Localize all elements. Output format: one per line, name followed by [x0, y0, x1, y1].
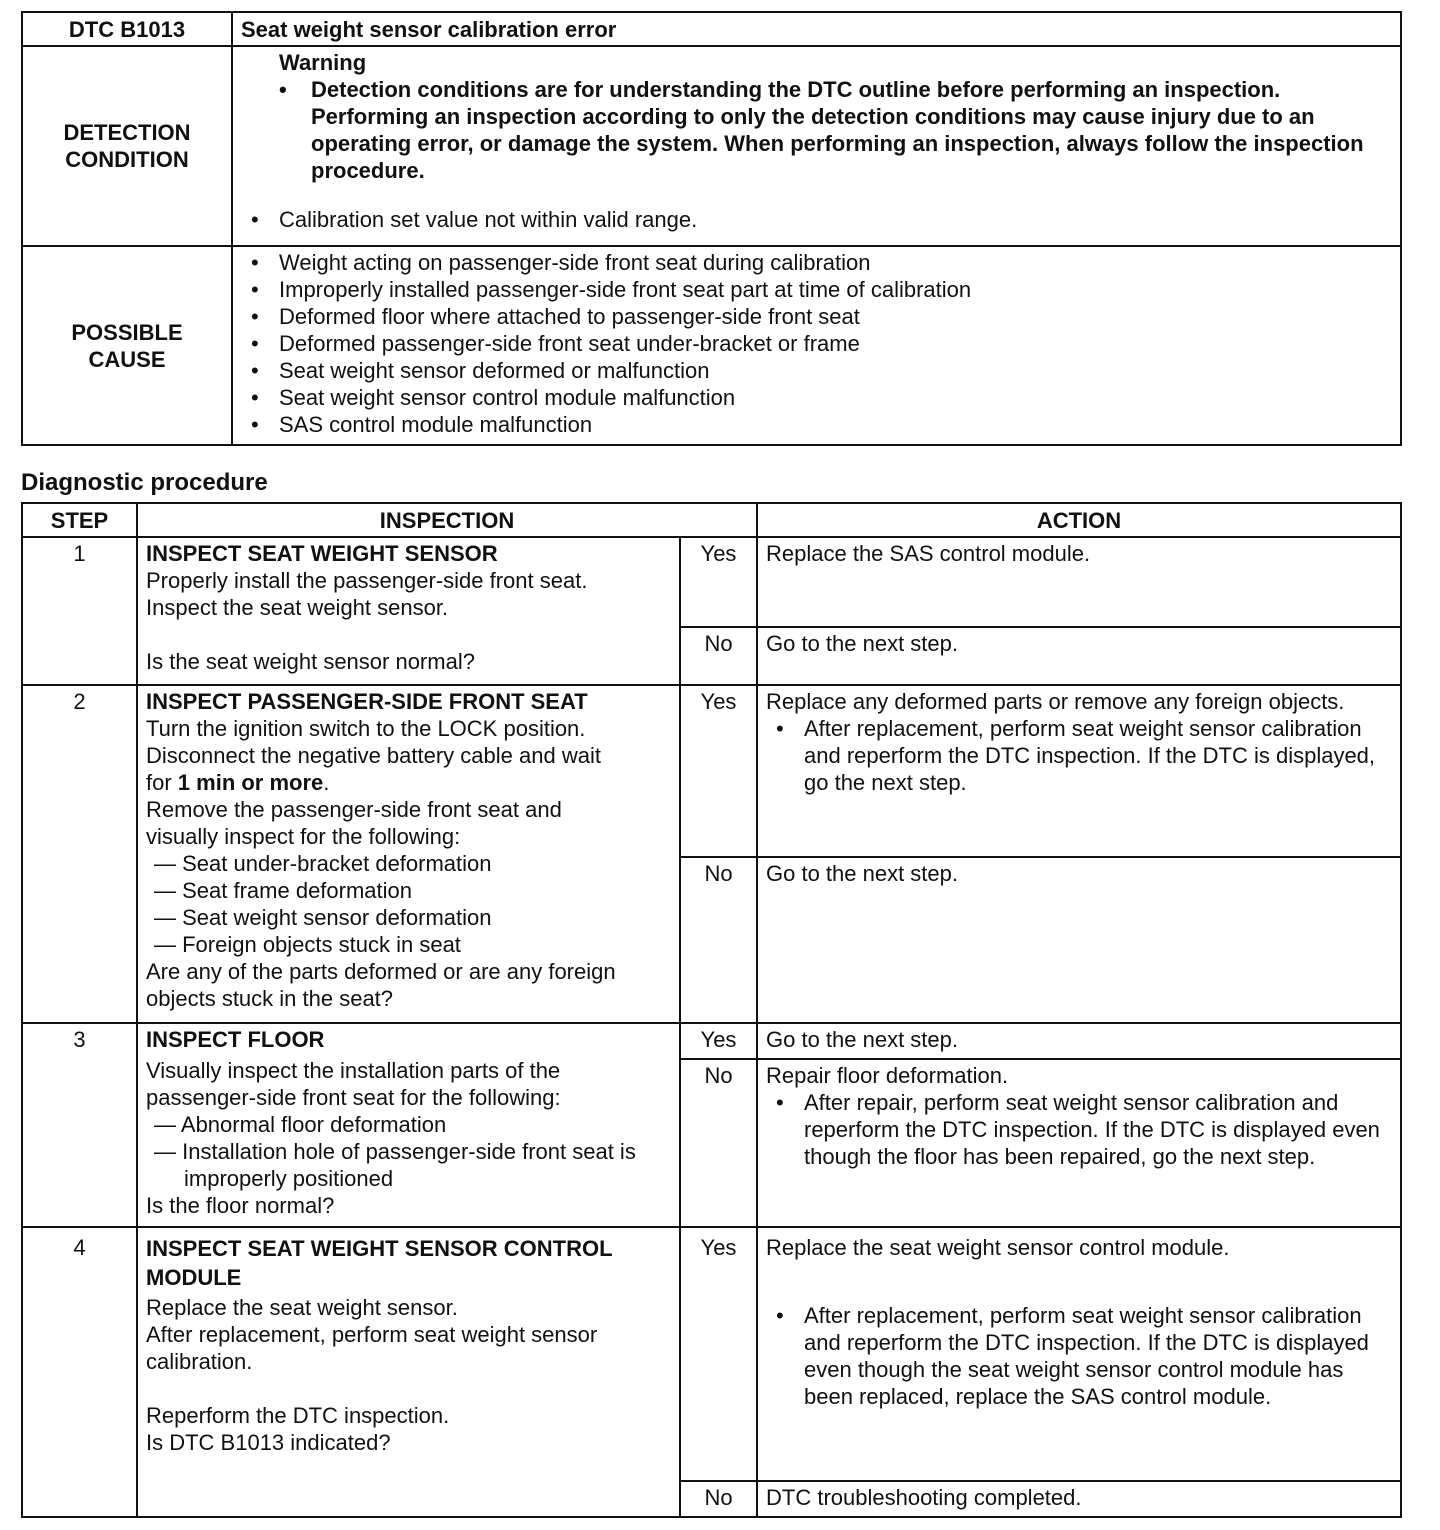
step-3-yes-label: Yes — [680, 1023, 757, 1059]
step-3-no-action: Repair floor deformation. — [766, 1063, 1009, 1088]
step-4-yes-note: • After replacement, perform seat weight sensor calibration and reperform the DTC inspection. If the DTC is displayed even though the seat weight sensor control module has been replaced, replace the SAS control module. — [766, 1302, 1392, 1410]
step-3-number: 3 — [22, 1023, 137, 1227]
warning-title: Warning — [279, 50, 367, 75]
step-2-question: Are any of the parts deformed or are any foreign objects stuck in the seat? — [146, 959, 616, 1011]
step-4-question: Is DTC B1013 indicated? — [146, 1430, 391, 1455]
step-3-inspection — [137, 1023, 680, 1227]
action-header: ACTION — [757, 503, 1401, 537]
step-4-number: 4 — [22, 1227, 137, 1517]
step-4-no-action: DTC troubleshooting completed. — [757, 1481, 1401, 1517]
cause-item: • Seat weight sensor deformed or malfunction — [243, 357, 1400, 384]
step-4-line: Replace the seat weight sensor. — [146, 1295, 458, 1320]
step-2-yes-notes — [766, 715, 1392, 796]
possible-cause-label-text: POSSIBLE CAUSE — [71, 319, 183, 372]
step-4-yes-row — [22, 1227, 1401, 1481]
wait-duration: 1 min or more — [177, 770, 324, 795]
step-3-no-label: No — [680, 1059, 757, 1227]
diagnostic-procedure-table — [21, 502, 1402, 1518]
detection-condition-label-text: DETECTION CONDITION — [63, 120, 191, 172]
step-1-yes-action: Replace the SAS control module. — [757, 537, 1401, 627]
cause-item: • Deformed floor where attached to passenger-side front seat — [243, 303, 1400, 330]
step-2-yes-action-cell — [757, 685, 1401, 857]
step-2-check-item: — Seat frame deformation — [154, 878, 413, 903]
step-header: STEP — [22, 503, 137, 537]
warning-list — [279, 76, 1390, 184]
step-2-yes-row — [22, 685, 1401, 857]
dtc-code: DTC B1013 — [22, 12, 232, 46]
cause-item: • Weight acting on passenger-side front seat during calibration — [243, 249, 1400, 276]
step-2-title: INSPECT PASSENGER-SIDE FRONT SEAT — [146, 689, 588, 714]
step-4-yes-action: Replace the seat weight sensor control module. — [766, 1235, 1230, 1260]
step-2-wait-line — [146, 769, 671, 796]
step-1-number: 1 — [22, 537, 137, 685]
step-3-check-item: — Installation hole of passenger-side front seat is improperly positioned — [154, 1139, 636, 1191]
possible-cause-label — [22, 246, 232, 445]
step-4-yes-notes — [766, 1302, 1392, 1410]
step-3-no-action-cell — [757, 1059, 1401, 1227]
step-4-yes-label: Yes — [680, 1227, 757, 1481]
step-3-no-notes — [766, 1089, 1392, 1170]
dtc-info-table — [21, 11, 1402, 446]
detection-condition-list — [233, 206, 1400, 233]
step-2-line: Disconnect the negative battery cable and wait — [146, 743, 601, 768]
spacer — [146, 1375, 671, 1402]
step-3-yes-row — [22, 1023, 1401, 1059]
step-2-check-item: — Foreign objects stuck in seat — [154, 932, 461, 957]
cause-item: • Deformed passenger-side front seat under-bracket or frame — [243, 330, 1400, 357]
step-1-no-label: No — [680, 627, 757, 685]
step-3-line: passenger-side front seat for the following: — [146, 1085, 561, 1110]
dtc-title: Seat weight sensor calibration error — [232, 12, 1401, 46]
step-3-no-note: • After repair, perform seat weight sensor calibration and reperform the DTC inspection. If the DTC is displayed even though the floor has been repaired, go the next step. — [766, 1089, 1392, 1170]
step-4-yes-action-cell — [757, 1227, 1401, 1481]
step-2-yes-label: Yes — [680, 685, 757, 857]
cause-item: • Seat weight sensor control module malfunction — [243, 384, 1400, 411]
step-2-yes-action: Replace any deformed parts or remove any foreign objects. — [766, 689, 1345, 714]
detection-condition-content — [232, 46, 1401, 246]
step-2-no-action: Go to the next step. — [757, 857, 1401, 1023]
step-2-number: 2 — [22, 685, 137, 1023]
step-1-line: Properly install the passenger-side front seat. — [146, 568, 588, 593]
step-2-yes-note: • After replacement, perform seat weight sensor calibration and reperform the DTC inspection. If the DTC is displayed, go the next step. — [766, 715, 1392, 796]
step-3-yes-action: Go to the next step. — [757, 1023, 1401, 1059]
spacer — [766, 1261, 1392, 1302]
step-4-no-label: No — [680, 1481, 757, 1517]
step-1-yes-label: Yes — [680, 537, 757, 627]
step-1-question: Is the seat weight sensor normal? — [146, 649, 475, 674]
step-4-title: INSPECT SEAT WEIGHT SENSOR CONTROL MODULE — [146, 1236, 613, 1290]
warning-block — [233, 47, 1400, 184]
step-1-title: INSPECT SEAT WEIGHT SENSOR — [146, 541, 498, 566]
step-2-line: Remove the passenger-side front seat and — [146, 797, 562, 822]
spacer — [146, 621, 671, 648]
step-1-yes-row — [22, 537, 1401, 627]
detection-condition-item: • Calibration set value not within valid range. — [243, 206, 1400, 233]
diagnostic-procedure-heading: Diagnostic procedure — [21, 469, 268, 496]
warning-text: • Detection conditions are for understanding the DTC outline before performing an inspection. Performing an inspection according to only the detection conditions may cause injury due to an operating error, or damage the system. When performing an inspection, always follow the inspection procedure. — [279, 76, 1390, 184]
possible-cause-content — [232, 246, 1401, 445]
step-2-inspection — [137, 685, 680, 1023]
step-2-check-item: — Seat weight sensor deformation — [154, 905, 492, 930]
step-2-line: visually inspect for the following: — [146, 824, 461, 849]
step-2-line: Turn the ignition switch to the LOCK position. — [146, 716, 586, 741]
step-4-line: Reperform the DTC inspection. — [146, 1403, 450, 1428]
step-2-no-label: No — [680, 857, 757, 1023]
possible-cause-list — [233, 249, 1400, 438]
step-1-inspection — [137, 537, 680, 685]
step-1-line: Inspect the seat weight sensor. — [146, 595, 449, 620]
step-3-title: INSPECT FLOOR — [146, 1027, 325, 1052]
procedure-header-row — [22, 503, 1401, 537]
wait-suffix: . — [323, 770, 330, 795]
step-3-check-item: — Abnormal floor deformation — [154, 1112, 447, 1137]
cause-item: • Improperly installed passenger-side front seat part at time of calibration — [243, 276, 1400, 303]
step-1-no-action: Go to the next step. — [757, 627, 1401, 685]
step-3-question: Is the floor normal? — [146, 1193, 335, 1218]
possible-cause-row — [22, 246, 1401, 445]
step-3-line: Visually inspect the installation parts of the — [146, 1058, 561, 1083]
dtc-title-row — [22, 12, 1401, 46]
inspection-header: INSPECTION — [137, 503, 757, 537]
step-4-inspection — [137, 1227, 680, 1517]
wait-prefix: for — [146, 770, 178, 795]
detection-condition-row — [22, 46, 1401, 246]
detection-condition-label — [22, 46, 232, 246]
step-2-check-item: — Seat under-bracket deformation — [154, 851, 492, 876]
cause-item: • SAS control module malfunction — [243, 411, 1400, 438]
step-4-line: After replacement, perform seat weight sensor calibration. — [146, 1322, 598, 1374]
